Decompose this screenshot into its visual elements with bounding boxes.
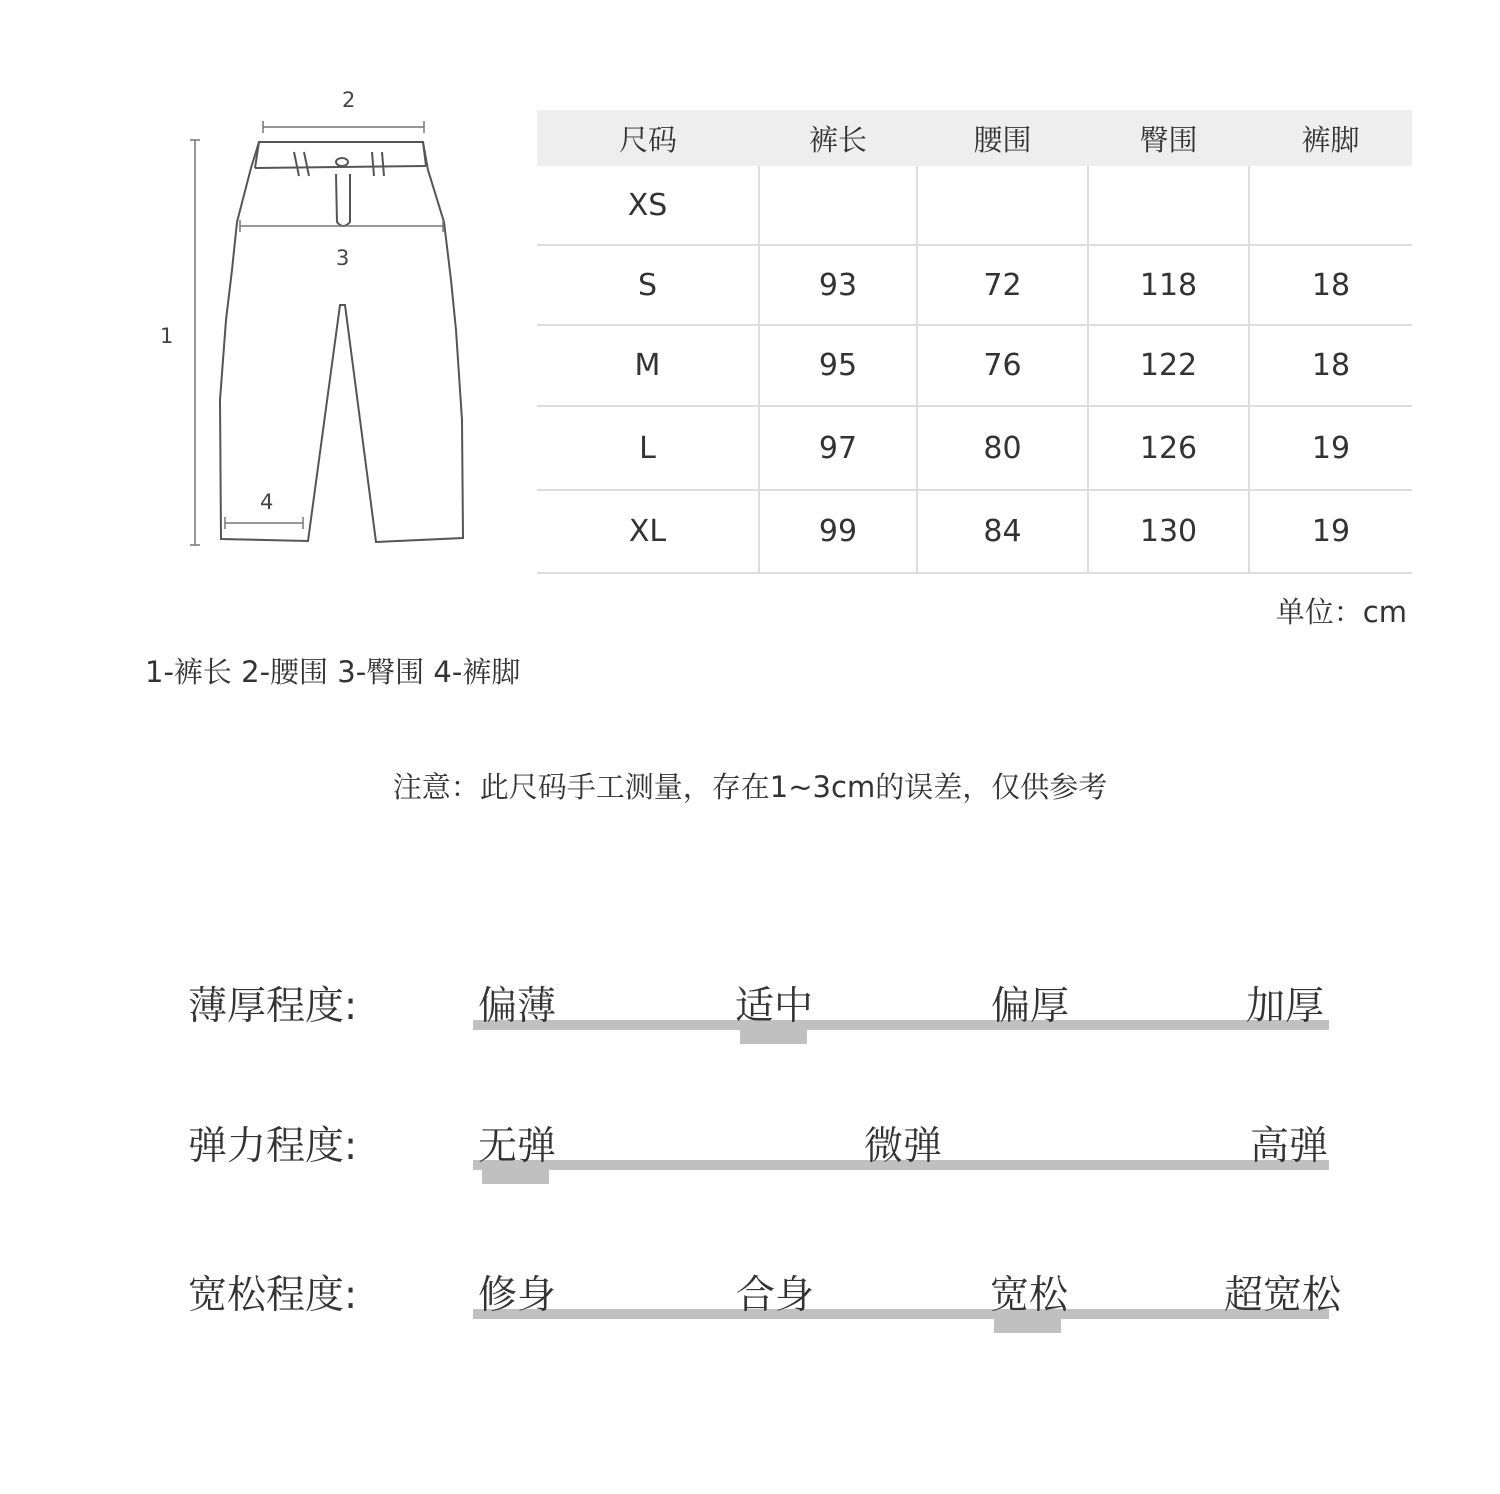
table-cell: M xyxy=(537,325,759,406)
scale-option: 偏薄 xyxy=(478,984,557,1029)
dimension-label-waist: 2 xyxy=(342,88,356,112)
hip-dimension-line xyxy=(240,220,443,232)
dimension-label-length: 1 xyxy=(160,324,174,348)
table-cell: L xyxy=(537,406,759,490)
scale-option: 无弹 xyxy=(478,1124,557,1169)
measurement-notice: 注意：此尺码手工测量，存在1~3cm的误差，仅供参考 xyxy=(392,770,1108,804)
table-cell xyxy=(759,166,917,245)
table-cell xyxy=(917,166,1088,245)
scale-title: 宽松程度: xyxy=(188,1273,358,1318)
table-cell: 126 xyxy=(1088,406,1249,490)
hem-dimension-line xyxy=(225,517,303,529)
scale-track xyxy=(473,1020,1329,1030)
scale-title: 薄厚程度: xyxy=(188,984,358,1029)
waist-dimension-line xyxy=(263,121,424,133)
table-cell: 97 xyxy=(759,406,917,490)
table-row xyxy=(537,325,1412,406)
table-cell: 76 xyxy=(917,325,1088,406)
table-cell: 118 xyxy=(1088,245,1249,325)
table-cell: 84 xyxy=(917,490,1088,573)
table-cell: XS xyxy=(537,166,759,245)
scale-option: 合身 xyxy=(736,1273,815,1318)
scale-title: 弹力程度: xyxy=(188,1124,358,1169)
selected-marker xyxy=(740,1030,807,1044)
table-cell: XL xyxy=(537,490,759,573)
scale-option: 宽松 xyxy=(990,1273,1069,1318)
scale-option: 修身 xyxy=(478,1273,557,1318)
header-waist: 腰围 xyxy=(917,110,1088,166)
table-cell xyxy=(1249,166,1412,245)
table-header-row xyxy=(537,110,1412,166)
table-row xyxy=(537,166,1412,245)
length-dimension-line xyxy=(190,140,200,545)
table-cell: 80 xyxy=(917,406,1088,490)
table-row xyxy=(537,245,1412,325)
table-cell: 18 xyxy=(1249,325,1412,406)
table-row xyxy=(537,406,1412,490)
scale-option: 高弹 xyxy=(1250,1124,1329,1169)
table-cell: 99 xyxy=(759,490,917,573)
table-cell: 130 xyxy=(1088,490,1249,573)
selected-marker xyxy=(994,1319,1061,1333)
table-cell: 95 xyxy=(759,325,917,406)
header-length: 裤长 xyxy=(759,110,917,166)
scale-option: 适中 xyxy=(735,984,814,1029)
thickness-scale xyxy=(0,982,1500,1062)
table-cell: 72 xyxy=(917,245,1088,325)
table-cell: 18 xyxy=(1249,245,1412,325)
table-row xyxy=(537,490,1412,573)
dimension-label-hem: 4 xyxy=(260,490,274,514)
scale-option: 加厚 xyxy=(1246,984,1325,1029)
table-cell: 19 xyxy=(1249,490,1412,573)
size-table xyxy=(537,110,1412,574)
elasticity-scale xyxy=(0,1122,1500,1202)
scale-option: 超宽松 xyxy=(1224,1273,1342,1318)
table-cell xyxy=(1088,166,1249,245)
scale-option: 微弹 xyxy=(864,1124,943,1169)
table-cell: 19 xyxy=(1249,406,1412,490)
table-cell: S xyxy=(537,245,759,325)
table-cell: 93 xyxy=(759,245,917,325)
header-hip: 臀围 xyxy=(1088,110,1249,166)
dimension-label-hip: 3 xyxy=(336,246,350,270)
scale-track xyxy=(473,1309,1329,1319)
header-size: 尺码 xyxy=(537,110,759,166)
measurement-legend: 1-裤长 2-腰围 3-臀围 4-裤脚 xyxy=(145,655,521,689)
selected-marker xyxy=(482,1170,549,1184)
unit-label: 单位：cm xyxy=(1275,595,1407,629)
scale-option: 偏厚 xyxy=(991,984,1070,1029)
header-hem: 裤脚 xyxy=(1249,110,1412,166)
fit-scale xyxy=(0,1271,1500,1351)
table-cell: 122 xyxy=(1088,325,1249,406)
pants-diagram xyxy=(0,0,540,600)
